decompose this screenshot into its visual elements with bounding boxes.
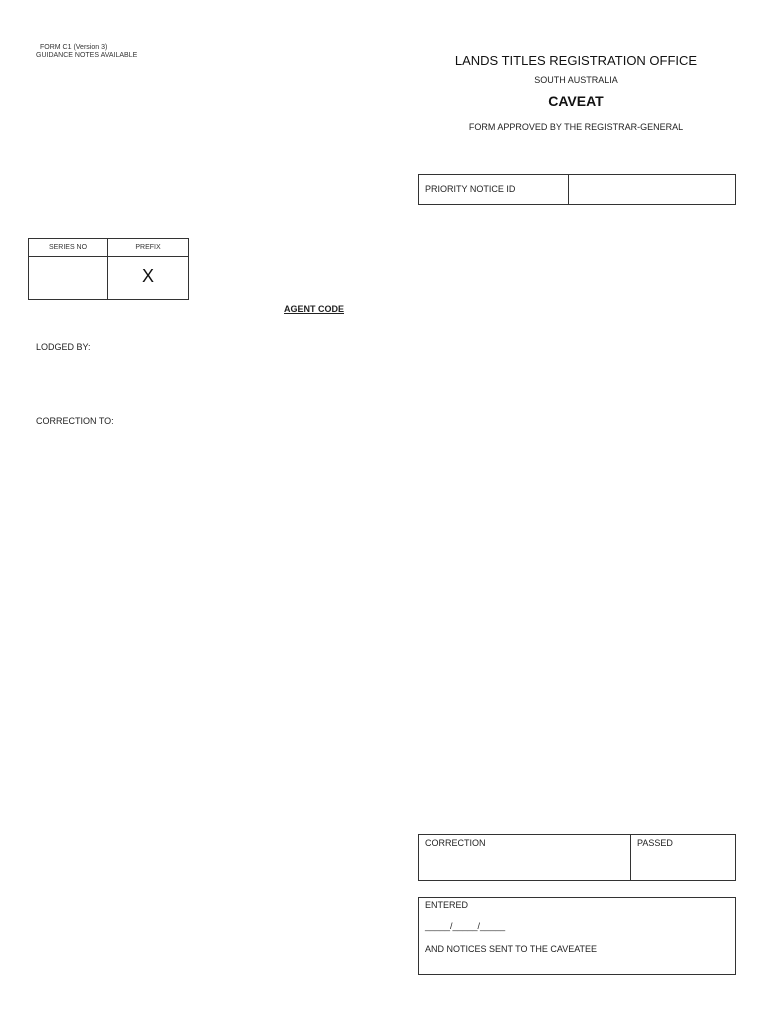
priority-notice-box — [418, 174, 736, 205]
prefix-header: PREFIX — [135, 244, 161, 251]
entered-box — [418, 897, 736, 975]
entered-label: ENTERED — [425, 900, 469, 910]
notices-sent-label: AND NOTICES SENT TO THE CAVEATEE — [425, 944, 598, 954]
correction-label: CORRECTION — [425, 838, 486, 848]
series-no-header: SERIES NO — [48, 244, 88, 251]
prefix-value: X — [141, 266, 154, 286]
agent-code-label: AGENT CODE — [284, 304, 345, 314]
approval-note: FORM APPROVED BY THE REGISTRAR-GENERAL — [468, 122, 684, 132]
entered-date-field[interactable]: _____/_____/_____ — [425, 921, 506, 931]
correction-passed-box — [418, 834, 736, 881]
guidance-notes: GUIDANCE NOTES AVAILABLE — [36, 52, 138, 59]
priority-notice-label: PRIORITY NOTICE ID — [425, 184, 516, 194]
correction-to-label: CORRECTION TO: — [36, 416, 114, 426]
document-title: CAVEAT — [548, 93, 604, 109]
lodged-by-label: LODGED BY: — [36, 342, 91, 352]
office-title: LANDS TITLES REGISTRATION OFFICE — [454, 53, 698, 68]
series-no-field[interactable] — [29, 257, 107, 299]
form-id: FORM C1 (Version 3) — [40, 44, 108, 51]
series-prefix-table — [28, 238, 189, 300]
passed-label: PASSED — [637, 838, 673, 848]
priority-notice-field[interactable] — [569, 175, 735, 204]
state-label: SOUTH AUSTRALIA — [534, 75, 618, 85]
